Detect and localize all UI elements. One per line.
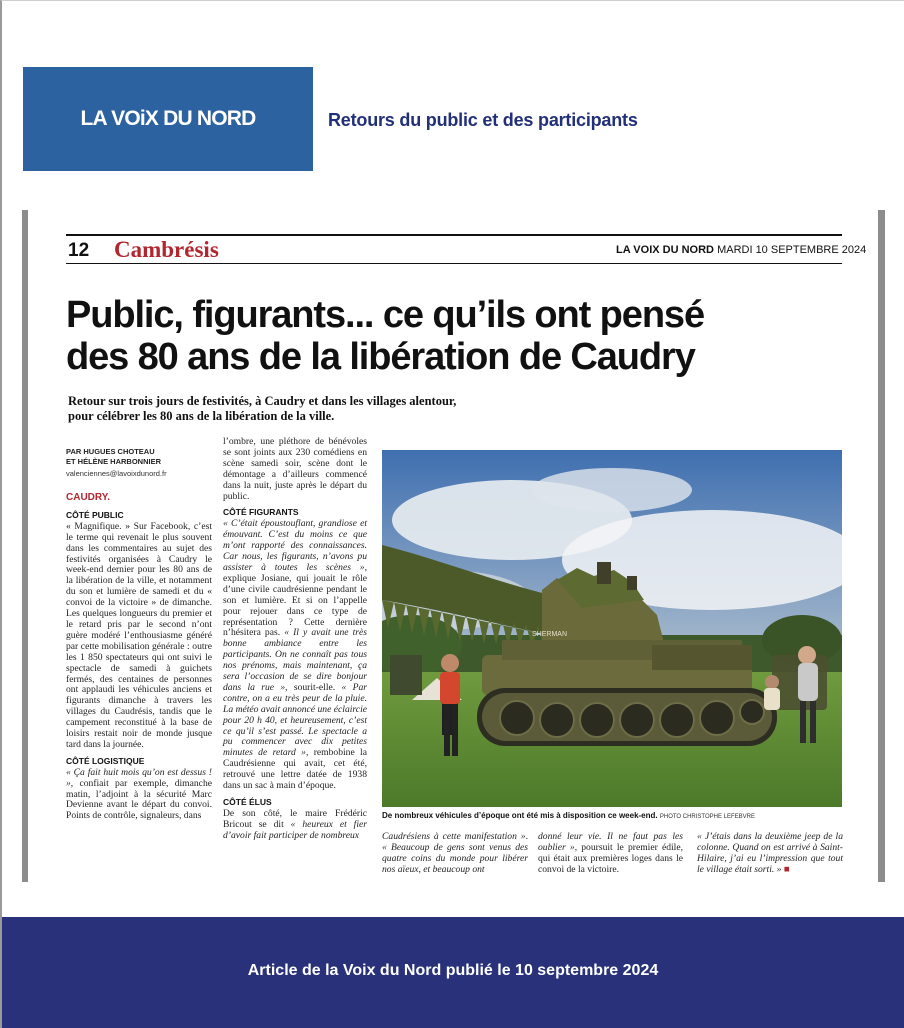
masthead [616, 244, 866, 256]
article-column-3 [382, 832, 528, 876]
kicker-cote-public: CÔTÉ PUBLIC [66, 509, 124, 520]
photo-credit: PHOTO CHRISTOPHE LEFEBVRE [659, 814, 755, 820]
scan-edge-right [878, 210, 885, 882]
dateline-place: CAUDRY. [66, 492, 111, 503]
quote-col3-b: « Beaucoup de gens sont venus des quatre coins du monde pour libérer nos aïeux, et beaucoup ont [382, 841, 528, 875]
paragraph-cote-public: « Magnifique. » Sur Facebook, c’est le terme qui revenait le plus souvent dans les commentaires au sujet des festivités organisées à Caudry le week-end dernier pour les 80 ans de la libération de la ville, et notamment du son et lumière de samedi et du « convoi de la victoire » de dimanche. Les quelques longueurs du premier et le retard pris par le second n’ont guère modéré l’enthousiasme généré par cette mobilisation générale : outre les 1 850 spectateurs qui ont suivi le spectacle de samedi à guichets fermés, des centaines de personnes ont applaudi les véhicules anciens et figurants dimanche à travers les villages du Caudrésis, tandis que le campement reconstitué à la base de loisirs restait noir de monde jusque tard dans la journée. [66, 520, 212, 750]
voix-du-nord-logo [23, 67, 313, 171]
paragraph-col5 [697, 832, 843, 876]
text-logistique: , confiait par exemple, dimanche matin, l’adjoint à la sécurité Marc Devienne avant le départ du convoi. Points de contrôle, signaleurs, dans [66, 777, 212, 822]
byline-1: PAR HUGUES CHOTEAU [66, 447, 155, 456]
text-col3-a: . [525, 831, 528, 842]
paragraph-col2-intro: l’ombre, une pléthore de bénévoles se sont joints aux 230 comédiens en scène samedi soir, scène dont le démontage a d’ailleurs commencé dans la nuit, juste après le départ du public. [223, 436, 367, 502]
footer-text: Article de la Voix du Nord publié le 10 septembre 2024 [247, 962, 659, 979]
paragraph-cote-elus [223, 809, 367, 842]
text-col4-a: , poursuit le premier édile, qui était aux premières loges dans le convoi de la victoire. [538, 841, 683, 875]
headline-line-2: des 80 ans de la libération de Caudry [66, 336, 695, 378]
byline-2: ET HÉLÈNE HARBONNIER [66, 457, 162, 466]
kicker-cote-elus: CÔTÉ ÉLUS [223, 797, 272, 807]
page-number: 12 [68, 240, 90, 261]
kicker-cote-figurants: CÔTÉ FIGURANTS [223, 507, 299, 518]
section-name: Cambrésis [114, 237, 219, 262]
quote-figurants-3: « Par contre, on a eu très peur de la pluie. La météo avait annoncé une éclaircie pour 20 h 40, et heureusement, c’est ce qu’il s’est passé. Le spectacle a pu commencer avec dix petites minutes de retard » [223, 681, 367, 759]
quote-col3-a: Caudrésiens à cette manifestation » [382, 831, 526, 842]
masthead-date: MARDI 10 SEPTEMBRE 2024 [717, 244, 867, 256]
subhead-line-1: Retour sur trois jours de festivités, à Caudry et dans les villages alentour, [68, 394, 457, 408]
article-column-2 [223, 437, 367, 842]
tank-photo [382, 450, 842, 807]
newspaper-article-scan [28, 210, 878, 882]
quote-logistique: « Ça fait huit mois qu’on est dessus ! » [66, 766, 212, 789]
photo-caption [382, 811, 842, 820]
article-column-5 [697, 832, 843, 876]
caption-text: De nombreux véhicules d’époque ont été mis à disposition ce week-end. [382, 811, 658, 820]
quote-figurants-1: « C’était époustouflant, grandiose et émouvant. C’est du moins ce que m’ont rapporté des connaissances. Car nous, les figurants, n’avons pu assister à toutes les scènes » [223, 518, 367, 573]
paragraph-col4 [538, 832, 683, 876]
article-subhead [68, 394, 568, 424]
text-figurants-3: , rembobine la Caudrésienne qui avait, cet été, retrouvé une lettre datée de 1938 dans un sac à main d’époque. [223, 747, 367, 792]
quote-elus: « heureux et fier d’avoir fait participer de nombreux [223, 818, 367, 841]
tank-label: SHERMAN [532, 631, 568, 638]
header-rule-bottom [66, 263, 842, 264]
article-column-4 [538, 832, 683, 876]
article-headline [66, 294, 846, 378]
text-figurants-2: , sourit-elle. [285, 681, 342, 693]
paragraph-cote-figurants [223, 519, 367, 792]
quote-col5-a: « J’étais dans la deuxième jeep de la colonne. Quand on est arrivé à Saint-Hilaire, j’ai eu l’impression que tout le village était sorti. » [697, 831, 843, 875]
page-title: Retours du public et des participants [328, 110, 638, 130]
paragraph-col3 [382, 832, 528, 876]
logo-text: LA VOiX DU NORD [80, 107, 256, 130]
header-rule-top [66, 234, 842, 236]
subhead-line-2: pour célébrer les 80 ans de la libération de la ville. [68, 409, 335, 423]
paragraph-cote-logistique [66, 768, 212, 823]
text-elus: De son côté, le maire Frédéric Bricout se dit [223, 807, 367, 830]
quote-col4-a: donné leur vie. Il ne faut pas les oublier » [538, 831, 683, 853]
end-mark: ■ [783, 863, 790, 875]
sherman-tank-illustration [382, 450, 842, 807]
author-email: valenciennes@lavoixdunord.fr [66, 469, 167, 478]
headline-line-1: Public, figurants... ce qu’ils ont pensé [66, 294, 704, 336]
text-figurants-1: , explique Josiane, qui jouait le rôle d’une civile caudrésienne pendant le son et lumière. Et si on l’appelle pour rejouer dans ce type de représentation ? Cette dernière n’hésitera pas. [223, 561, 367, 639]
quote-figurants-2: « Il y avait une très bonne ambiance entre les participants. On ne connaît pas tous nos prénoms, mais maintenant, ça sera l’occasion de se dire bonjour dans la rue » [223, 627, 367, 693]
masthead-brand: LA VOIX DU NORD [616, 244, 714, 256]
article-column-1 [66, 447, 212, 822]
kicker-cote-logistique: CÔTÉ LOGISTIQUE [66, 755, 145, 766]
